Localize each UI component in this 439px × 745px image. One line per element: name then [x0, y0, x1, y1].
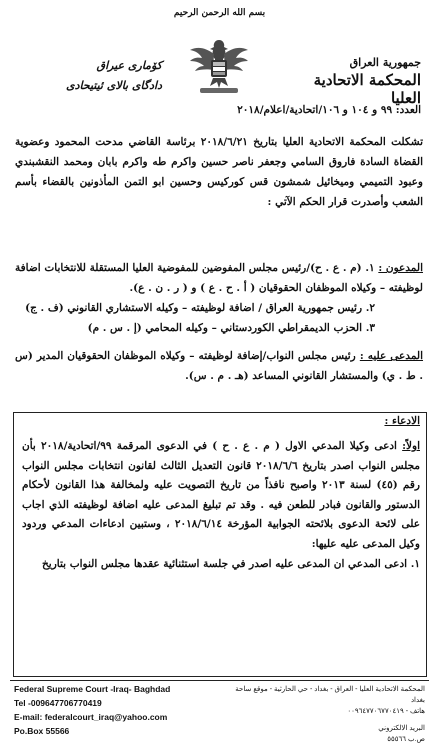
court-name-arabic: [281, 56, 421, 107]
footer-ar-phone: هاتف - ٠٠٩٦٤٧٧٠٦٧٧٠٤١٩: [347, 708, 425, 715]
footer-court-name: Federal Supreme Court -Iraq- Baghdad: [14, 684, 171, 694]
claim-first-text: ادعى وكيلا المدعي الاول ( م . ع . ح ) في الدعوى المرقمة ٩٩/اتحادية/٢٠١٨ بأن مجلس النواب اصدر بتاريخ ٢٠١٨/٦/٦ قانون التعديل الثالث لقانون انتخابات مجلس النواب رقم (٤٥) لسنة ٢٠١٣ واصبح نافذاً من تاريخ التصويت عليه ولمخالفة هذا القانون لأحكام الدستور والقانون فبادر للطعن فيه . وقد تم تبليغ المدعى عليه اضافة لوظيفته الذي اجاب على لائحة الدعوى بلائحته الجوابية المؤرخة ٢٠١٨/٦/١٤ ، وستبين ادعاءات المدعي وردود وكيل المدعى عليه عليها:: [22, 440, 421, 550]
footer-tel: Tel -009647706770419: [14, 698, 102, 708]
court-name-kurdish-text: دادگای بالای ئیتیحادی: [66, 79, 162, 92]
plaintiffs-section: [15, 258, 423, 338]
claim-box: [13, 412, 427, 677]
country-name: جمهورية العراق: [349, 56, 421, 69]
plaintiff-3: ٣. الحزب الديمقراطي الكوردستاني – وكيله المحامي (إ . س . م): [87, 322, 375, 334]
iraq-eagle-emblem-icon: [186, 34, 252, 96]
footer-divider: [10, 680, 429, 681]
court-name: المحكمة الاتحادية العليا: [313, 71, 421, 107]
claim-body: [22, 437, 420, 574]
defendant-text: رئيس مجلس النواب/إضافة لوظيفته – وكيلاه الموظفان الحقوقيان المدير (س . ط . ي) والمستشار القانوني المساعد (هـ . م . س).: [15, 350, 423, 382]
footer-email: E-mail: federalcourt_iraq@yahoo.com: [14, 712, 168, 722]
court-name-kurdish: [22, 56, 162, 96]
footer-ar-pobox: ص.ب ٥٥٥٦٦: [387, 736, 425, 743]
footer-pobox: Po.Box 55566: [14, 726, 70, 736]
intro-paragraph: تشكلت المحكمة الاتحادية العليا بتاريخ ٢٠١٨/٦/٢١ برئاسة القاضي مدحت المحمود وعضوية القضاة السادة فاروق السامي وجعفر ناصر حسين واكرم طه واكرم بابان ومحمد النقشبندي وعبود التميمي وميخائيل شمشون قس كوركيس وحسين ابو التمن المأذونين بالقضاء بأسم الشعب وأصدرت قرار الحكم الآتي :: [15, 136, 423, 208]
defendant-section: [15, 346, 423, 386]
basmala: بسم الله الرحمن الرحيم: [173, 8, 266, 18]
plaintiff-1: [15, 258, 423, 298]
footer-arabic: [225, 684, 425, 745]
reference-number: العدد: ٩٩ و ١٠٤ و ١٠٦/اتحادية/اعلام/٢٠١٨: [237, 104, 421, 116]
claim-header: الادعاء :: [384, 415, 420, 427]
plaintiff-1-text: ١. (م . ع . ح)/رئيس مجلس المفوضين للمفوضية العليا المستقلة للانتخابات اضافة لوظيفته – وكيلاه الموظفان الحقوقيان ( أ . ح . ع ) و ( ر . ن . ع).: [15, 262, 423, 294]
plaintiffs-label: المدعون :: [378, 262, 423, 274]
claim-first-label: اولاً:: [402, 440, 420, 452]
plaintiff-2: ٢. رئيس جمهورية العراق / اضافة لوظيفته – وكيله الاستشاري القانوني (ف . ج): [25, 302, 375, 314]
claim-first: [22, 437, 420, 555]
claim-point-1: ١. ادعى المدعي ان المدعى عليه اصدر في جلسة استثنائية عقدها مجلس النواب بتاريخ: [42, 557, 420, 570]
footer-ar-address: المحكمة الاتحادية العليا - العراق - بغداد - حي الحارثية - موقع ساحة بغداد: [235, 686, 425, 704]
defendant-label: المدعى عليه :: [359, 350, 424, 362]
country-name-kurdish: كۆماری عیراق: [96, 59, 162, 72]
footer-ar-email: البريد الالكتروني: [378, 725, 425, 732]
